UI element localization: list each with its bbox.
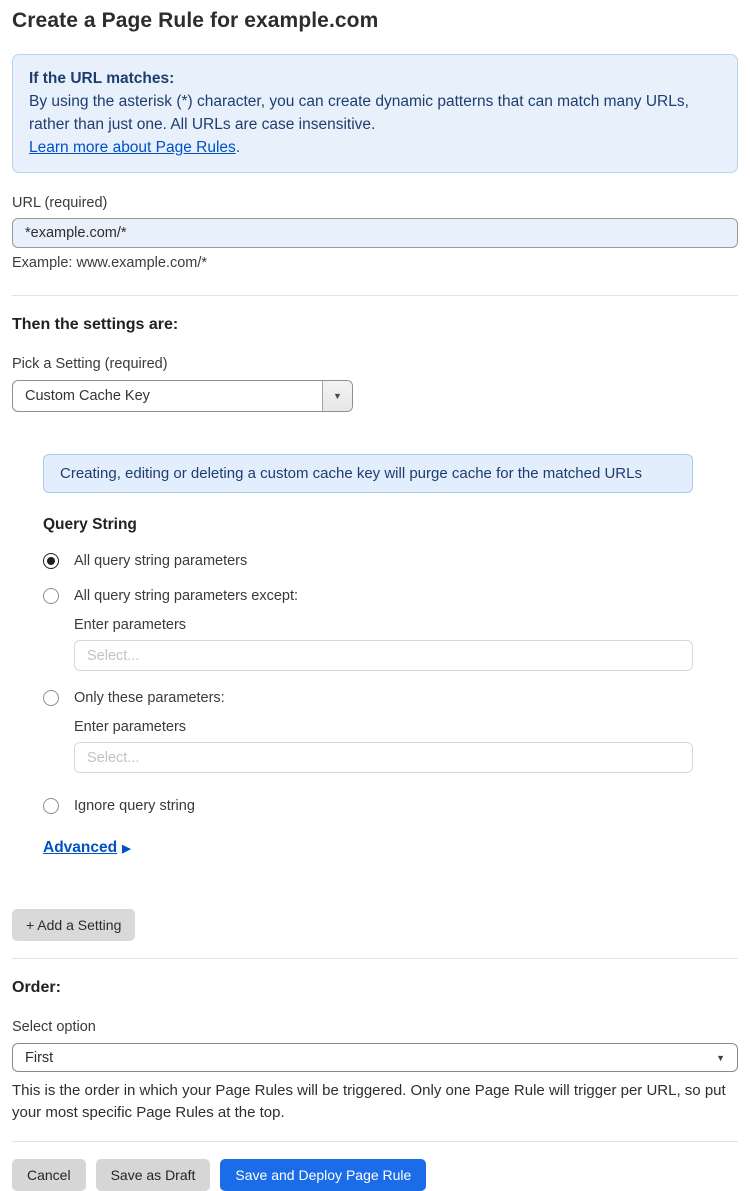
order-dropdown-value: First xyxy=(25,1049,54,1066)
only-parameters-input[interactable] xyxy=(74,742,693,773)
order-select-label: Select option xyxy=(12,1019,96,1035)
radio-unselected-icon[interactable] xyxy=(43,798,59,814)
info-box-heading: If the URL matches: xyxy=(29,70,175,87)
only-params-subfield xyxy=(74,719,738,773)
url-helper-text: Example: www.example.com/* xyxy=(12,255,208,271)
enter-parameters-label: Enter parameters xyxy=(74,617,187,633)
info-box-body: By using the asterisk (*) character, you can create dynamic patterns that can match many URLs, rather than just one. All URLs are case insensitive. xyxy=(29,93,689,133)
order-section-heading: Order: xyxy=(12,979,61,996)
chevron-down-icon[interactable]: ▼ xyxy=(322,381,352,411)
query-string-heading: Query String xyxy=(43,516,137,533)
chevron-down-icon: ▼ xyxy=(716,1052,725,1063)
save-draft-button[interactable]: Save as Draft xyxy=(96,1159,211,1191)
page-title: Create a Page Rule for example.com xyxy=(12,9,379,32)
except-parameters-input[interactable] xyxy=(74,640,693,671)
radio-label: Only these parameters: xyxy=(74,690,225,706)
order-helper-text: This is the order in which your Page Rules will be triggered. Only one Page Rule will trigger per URL, so put your most specific Page Rules at the top. xyxy=(12,1082,726,1121)
radio-ignore-query-string[interactable] xyxy=(43,798,738,814)
advanced-link[interactable] xyxy=(43,839,131,857)
divider xyxy=(12,295,738,296)
save-deploy-button[interactable]: Save and Deploy Page Rule xyxy=(220,1159,426,1191)
divider xyxy=(12,1141,738,1142)
form-actions xyxy=(12,1159,738,1191)
radio-only-these-params[interactable] xyxy=(43,690,738,706)
radio-label: Ignore query string xyxy=(74,798,195,814)
setting-dropdown[interactable] xyxy=(12,380,353,412)
add-setting-button[interactable]: + Add a Setting xyxy=(12,909,135,941)
radio-selected-icon[interactable] xyxy=(43,553,59,569)
pick-setting-label: Pick a Setting (required) xyxy=(12,356,168,372)
url-input[interactable] xyxy=(12,218,738,248)
url-field-label: URL (required) xyxy=(12,195,108,211)
cancel-button[interactable]: Cancel xyxy=(12,1159,86,1191)
settings-section-heading: Then the settings are: xyxy=(12,316,179,333)
setting-body xyxy=(43,454,738,857)
url-match-info-box xyxy=(12,54,738,173)
except-params-subfield xyxy=(74,617,738,671)
advanced-link-text: Advanced xyxy=(43,839,118,856)
cache-key-notice: Creating, editing or deleting a custom cache key will purge cache for the matched URLs xyxy=(43,454,693,493)
link-suffix: . xyxy=(235,139,241,156)
radio-all-params-except[interactable] xyxy=(43,588,738,604)
setting-dropdown-value: Custom Cache Key xyxy=(25,388,150,404)
radio-unselected-icon[interactable] xyxy=(43,588,59,604)
enter-parameters-label: Enter parameters xyxy=(74,719,187,735)
order-dropdown[interactable] xyxy=(12,1043,738,1072)
learn-more-link[interactable]: Learn more about Page Rules xyxy=(29,139,236,156)
divider xyxy=(12,958,738,959)
chevron-right-icon: ▶ xyxy=(122,842,131,855)
radio-unselected-icon[interactable] xyxy=(43,690,59,706)
radio-all-query-params[interactable] xyxy=(43,553,738,569)
radio-label: All query string parameters xyxy=(74,553,248,569)
radio-label: All query string parameters except: xyxy=(74,588,299,604)
info-box-link-line xyxy=(29,136,721,159)
